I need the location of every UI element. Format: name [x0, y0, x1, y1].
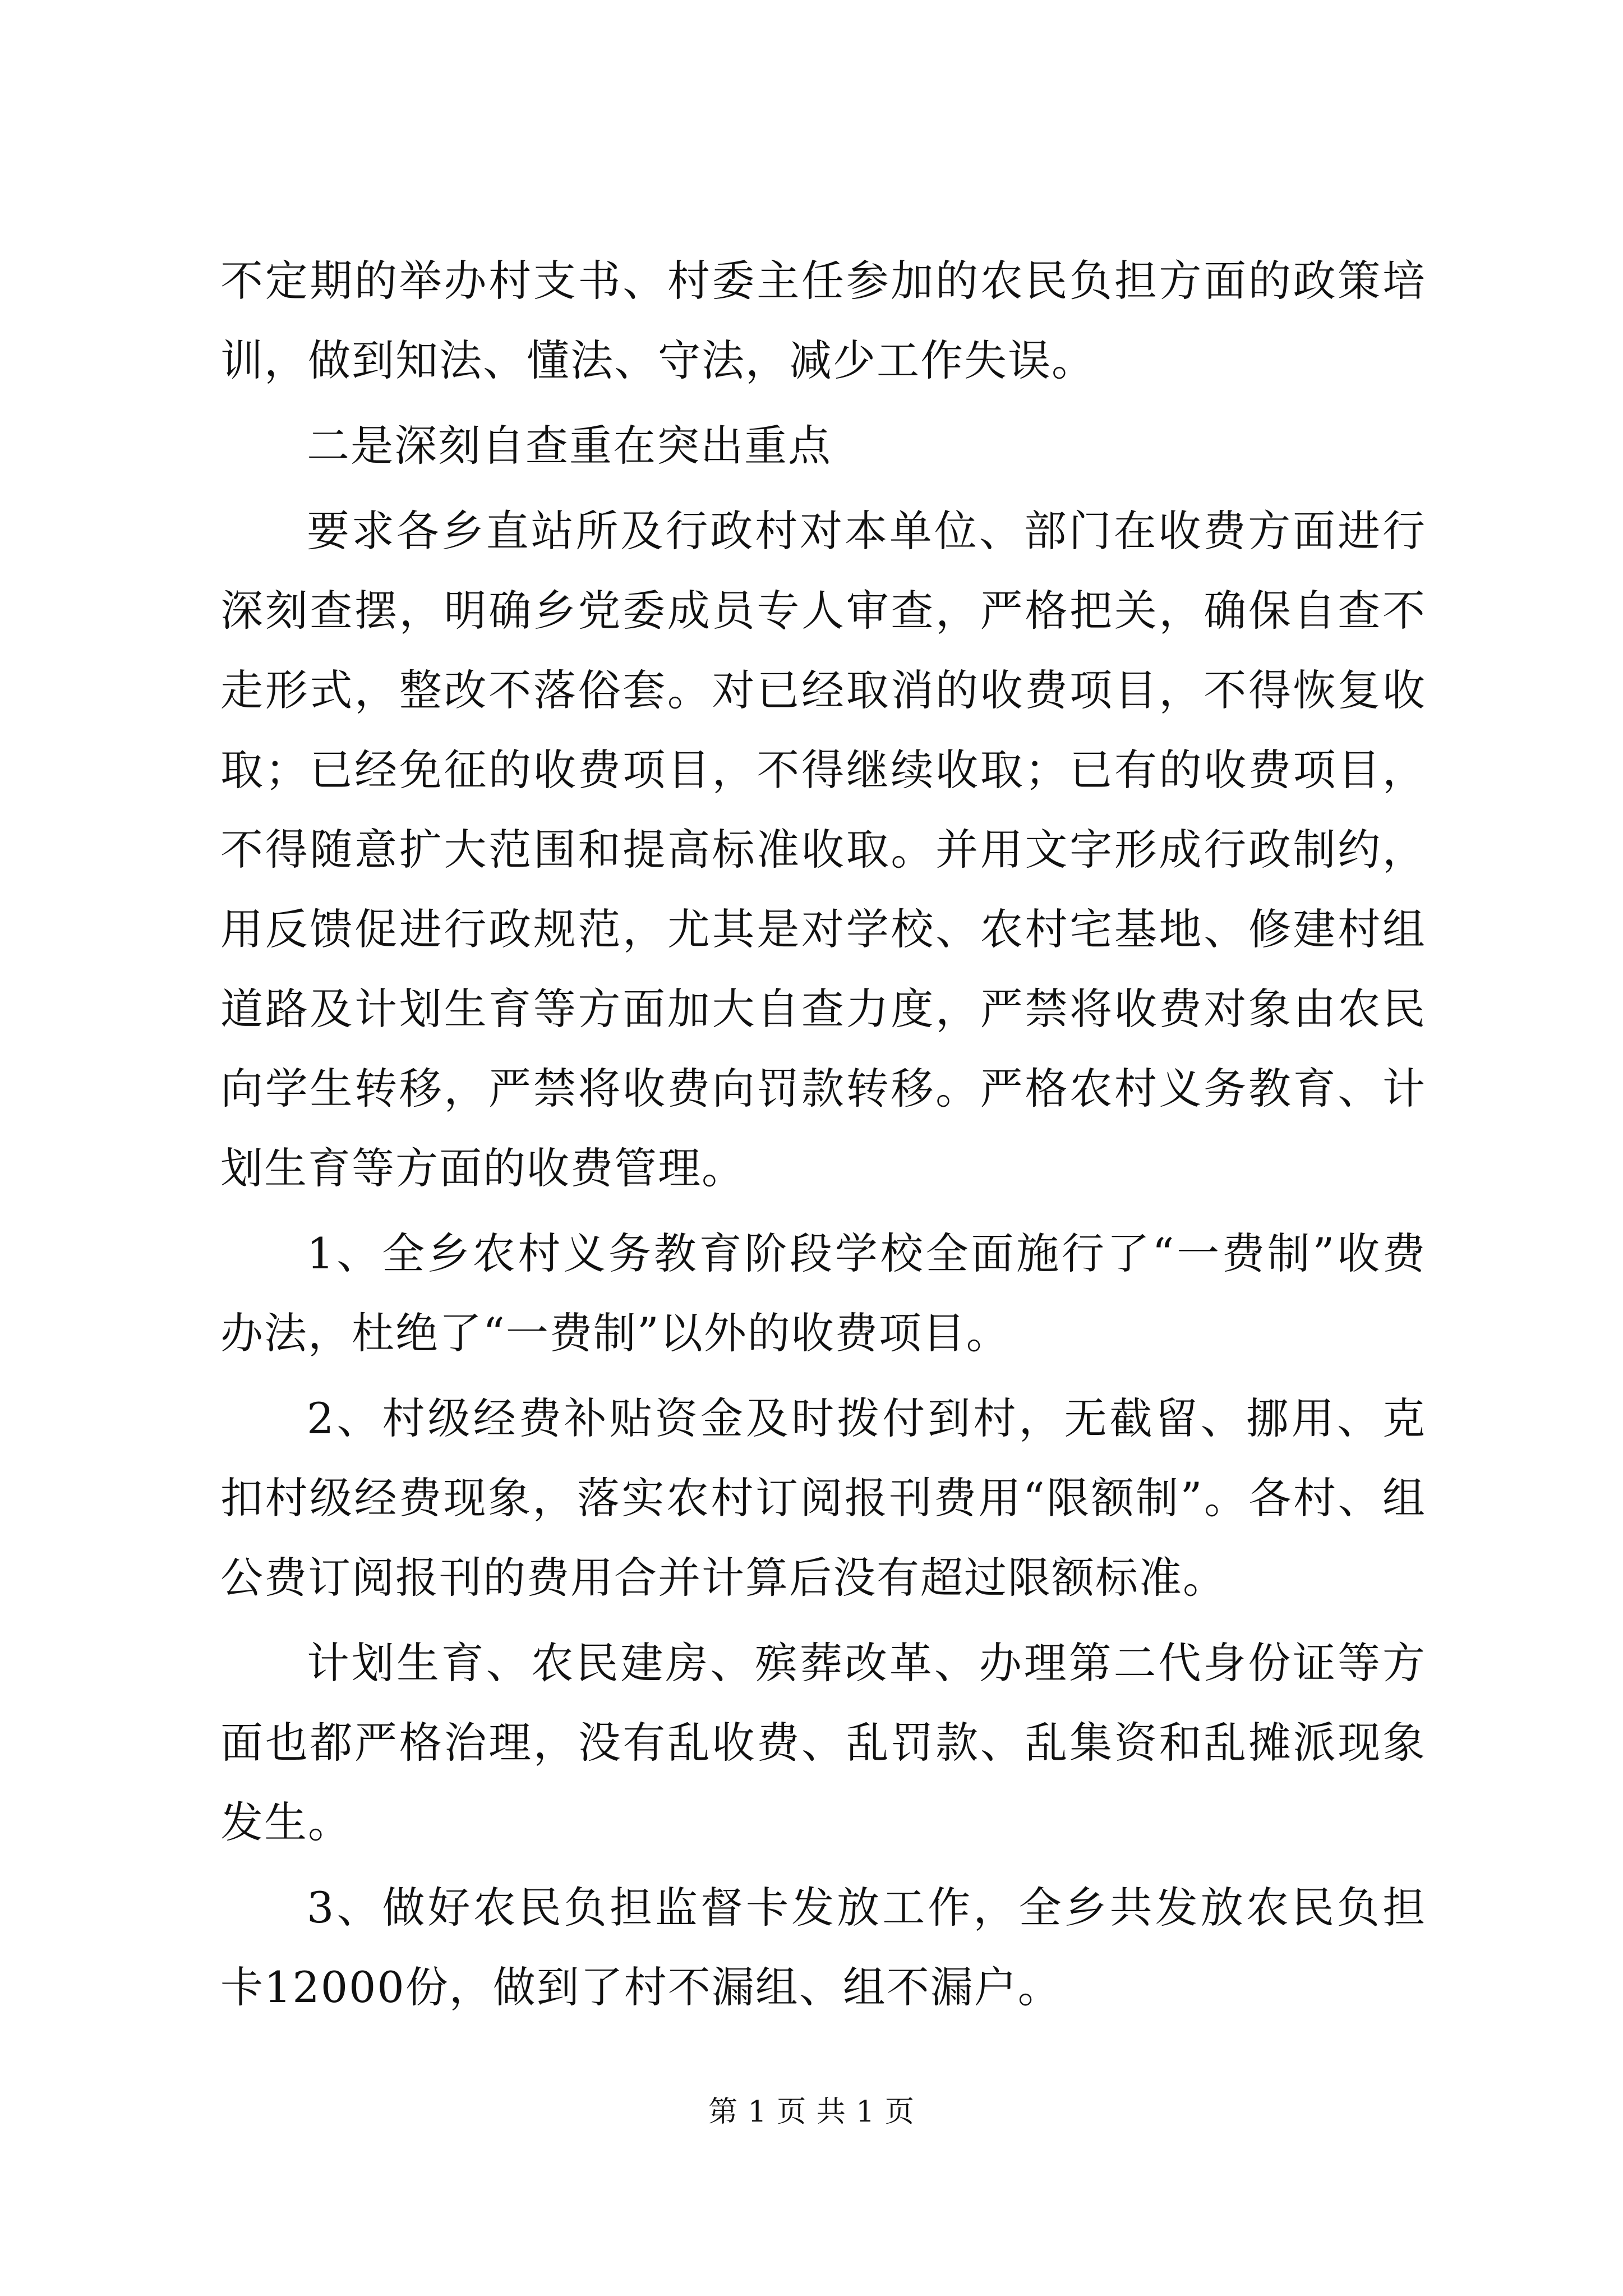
page-number-footer: 第 1 页 共 1 页 [708, 2095, 915, 2129]
paragraph-continuation: 不定期的举办村支书、村委主任参加的农民负担方面的政策培训，做到知法、懂法、守法，减少工作失误。 [220, 256, 1426, 385]
section-heading: 二是深刻自查重在突出重点 [307, 421, 832, 471]
paragraph-governance: 计划生育、农民建房、殡葬改革、办理第二代身份证等方面也都严格治理，没有乱收费、乱罚款、乱集资和乱摊派现象发生。 [220, 1638, 1426, 1847]
paragraph-item-1: 1、全乡农村义务教育阶段学校全面施行了“一费制”收费办法，杜绝了“一费制”以外的收费项目。 [220, 1228, 1426, 1358]
paragraph-item-2: 2、村级经费补贴资金及时拨付到村，无截留、挪用、克扣村级经费现象，落实农村订阅报刊费用“限额制”。各村、组公费订阅报刊的费用合并计算后没有超过限额标准。 [220, 1393, 1426, 1603]
paragraph-self-inspection: 要求各乡直站所及行政村对本单位、部门在收费方面进行深刻查摆，明确乡党委成员专人审查，严格把关，确保自查不走形式，整改不落俗套。对已经取消的收费项目，不得恢复收取；已经免征的收费项目，不得继续收取；已有的收费项目，不得随意扩大范围和提高标准收取。并用文字形成行政制约，用反馈促进行政规范，尤其是对学校、农村宅基地、修建村组道路及计划生育等方面加大自查力度，严禁将收费对象由农民向学生转移，严禁将收费向罚款转移。严格农村义务教育、计划生育等方面的收费管理。 [220, 506, 1426, 1193]
paragraph-item-3: 3、做好农民负担监督卡发放工作，全乡共发放农民负担卡12000份，做到了村不漏组、组不漏户。 [220, 1883, 1426, 2012]
document-body [220, 241, 1426, 2027]
